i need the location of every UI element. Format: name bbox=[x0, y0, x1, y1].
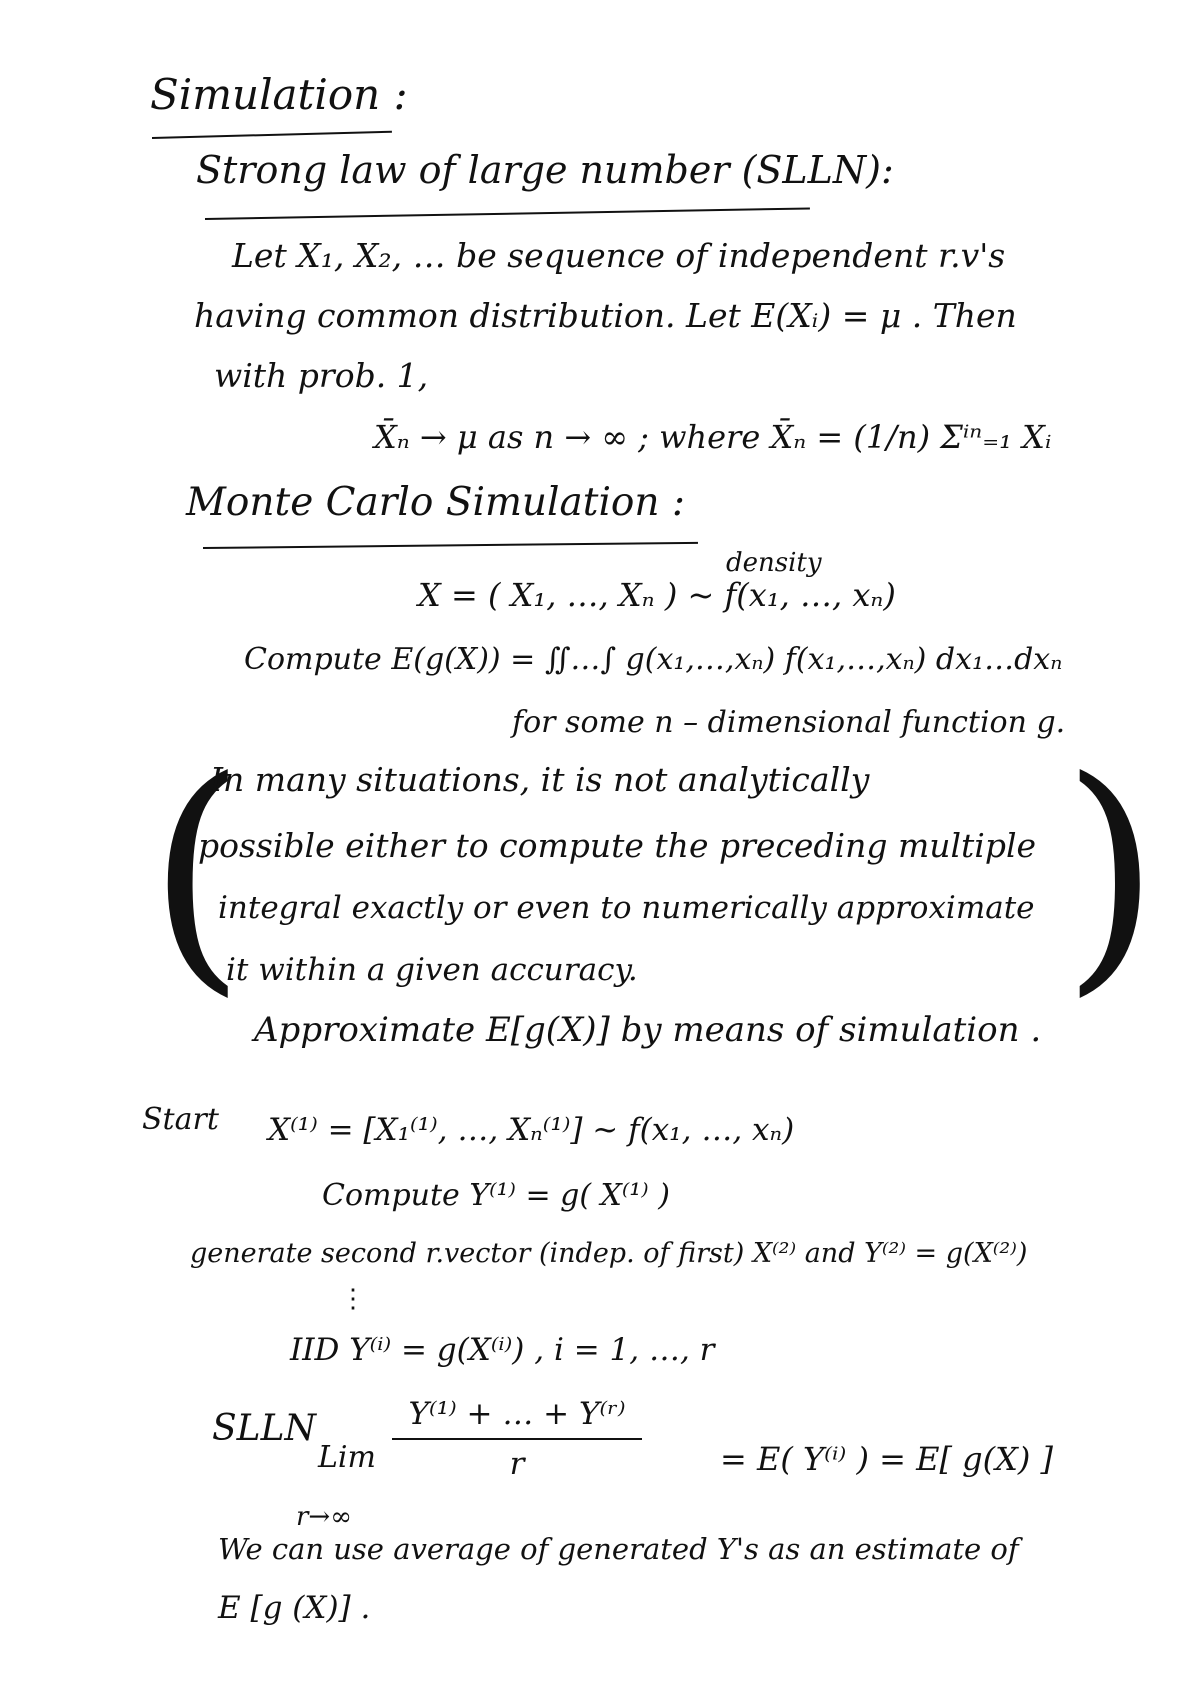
conclusion-line-1: We can use average of generated Y's as an estimate of bbox=[218, 1532, 1019, 1566]
fraction-denominator: r bbox=[509, 1446, 525, 1482]
page-title: Simulation : bbox=[150, 70, 408, 119]
fraction-bar bbox=[392, 1438, 642, 1440]
slln-statement: X̄ₙ → μ as n → ∞ ; where X̄ₙ = (1/n) Σⁱⁿ₌₁ Xᵢ bbox=[374, 418, 1052, 456]
lim-label: Lim bbox=[318, 1440, 376, 1475]
mc-para-1: In many situations, it is not analytically bbox=[210, 760, 870, 799]
mc-vector: X = ( X₁, …, Xₙ ) ~ f(x₁, …, xₙ) bbox=[418, 576, 896, 614]
conclusion-line-2: E [g (X)] . bbox=[218, 1590, 371, 1626]
mc-heading-underline bbox=[203, 542, 698, 549]
slln-label: SLLN bbox=[212, 1408, 316, 1449]
generate-second: generate second r.vector (indep. of first) X⁽²⁾ and Y⁽²⁾ = g(X⁽²⁾) bbox=[190, 1238, 1028, 1269]
title-underline bbox=[152, 131, 392, 139]
slln-heading: Strong law of large number (SLLN): bbox=[196, 148, 894, 192]
compute-y1: Compute Y⁽¹⁾ = g( X⁽¹⁾ ) bbox=[322, 1178, 670, 1213]
mc-compute: Compute E(g(X)) = ∬…∫ g(x₁,…,xₙ) f(x₁,…,xₙ) dx₁…dxₙ bbox=[244, 642, 1063, 677]
slln-line-3: with prob. 1, bbox=[214, 356, 429, 395]
mc-approx: Approximate E[g(X)] by means of simulation . bbox=[254, 1010, 1042, 1050]
mc-para-3: integral exactly or even to numerically approximate bbox=[218, 890, 1035, 926]
start-label: Start bbox=[142, 1102, 219, 1137]
lim-subscript: r→∞ bbox=[296, 1502, 352, 1532]
fraction-numerator: Y⁽¹⁾ + … + Y⁽ʳ⁾ bbox=[408, 1396, 626, 1432]
left-paren: ( bbox=[148, 727, 246, 1018]
mc-para-2: possible either to compute the preceding multiple bbox=[198, 826, 1037, 865]
slln-line-1: Let X₁, X₂, … be sequence of independent r.v's bbox=[232, 236, 1006, 275]
mc-para-4: it within a given accuracy. bbox=[226, 952, 638, 988]
mc-for-some: for some n – dimensional function g. bbox=[512, 705, 1066, 740]
mc-heading: Monte Carlo Simulation : bbox=[186, 480, 686, 525]
start-vector: X⁽¹⁾ = [X₁⁽¹⁾, …, Xₙ⁽¹⁾] ~ f(x₁, …, xₙ) bbox=[268, 1112, 795, 1148]
density-label: density bbox=[726, 548, 822, 578]
limit-rhs: = E( Y⁽ⁱ⁾ ) = E[ g(X) ] bbox=[720, 1440, 1053, 1478]
limit-fraction bbox=[392, 1396, 642, 1482]
continuation-dots: ⋮ bbox=[340, 1284, 366, 1314]
iid-line: IID Y⁽ⁱ⁾ = g(X⁽ⁱ⁾) , i = 1, …, r bbox=[290, 1332, 715, 1368]
slln-line-2: having common distribution. Let E(Xᵢ) = μ . Then bbox=[194, 296, 1017, 335]
slln-heading-underline bbox=[205, 207, 810, 220]
right-paren: ) bbox=[1062, 727, 1160, 1018]
